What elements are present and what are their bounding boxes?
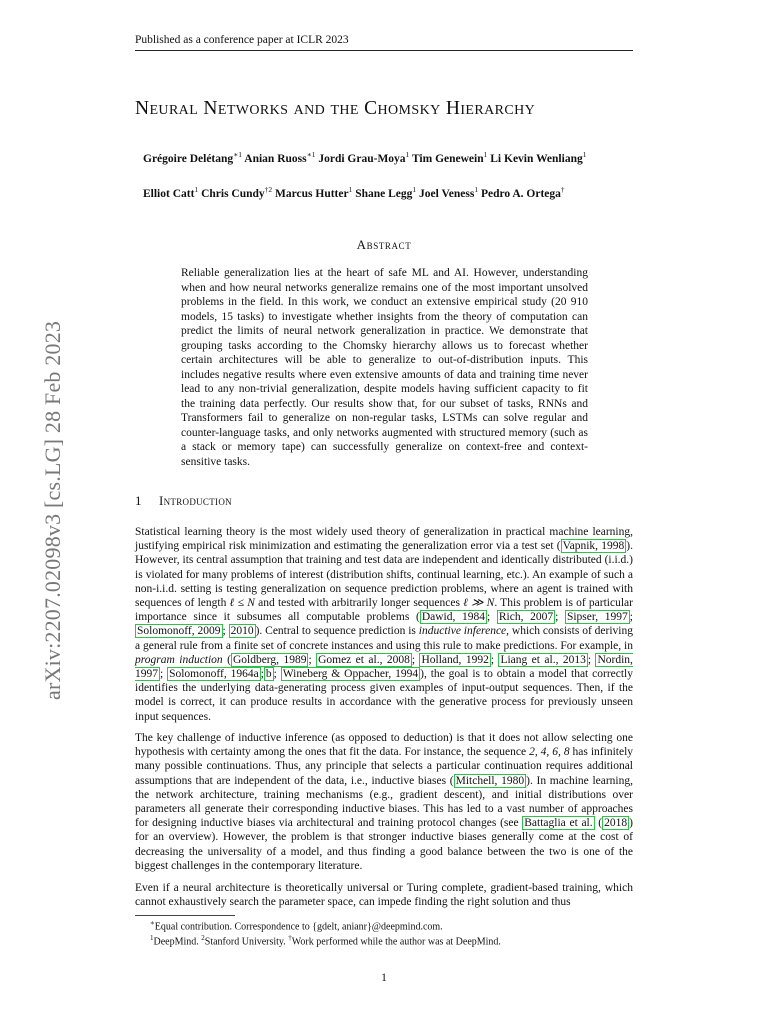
citation-link[interactable]: 2018 <box>604 817 628 830</box>
author-name: Shane Legg <box>355 187 413 200</box>
author-mark: 1 <box>582 150 587 159</box>
author-line-2 <box>143 185 643 200</box>
text-run: ). Central to sequence prediction is <box>255 625 419 638</box>
author-name: Elliot Catt <box>143 187 195 200</box>
author-mark: † <box>560 185 565 194</box>
author-mark: ∗1 <box>233 150 243 159</box>
author-mark: 1 <box>483 150 488 159</box>
math-inline: ℓ ≤ N <box>229 597 255 610</box>
text-run: . This problem is of particular importance since it subsumes all computable problems ( <box>135 597 633 624</box>
footnote-mark: 2 <box>201 934 205 942</box>
author-name: Anian Ruoss <box>244 152 307 165</box>
citation-link[interactable]: Nordin, 1997 <box>135 653 633 681</box>
citation-link[interactable]: 2010 <box>230 625 254 638</box>
author-mark: 1 <box>474 185 479 194</box>
paper-title: Neural Networks and the Chomsky Hierarchy <box>135 98 536 119</box>
footnote-mark: ∗ <box>150 919 155 927</box>
footnote-text: DeepMind. <box>153 936 202 948</box>
author-mark: †2 <box>264 185 273 194</box>
author-mark: 1 <box>348 185 353 194</box>
citation-link[interactable]: Battaglia et al. <box>524 817 593 830</box>
footnote-text: Equal contribution. Correspondence to {gdelt, anianr}@deepmind.com. <box>154 921 443 933</box>
footnote-mark: † <box>288 934 292 942</box>
running-header: Published as a conference paper at ICLR 2023 <box>135 34 349 46</box>
footnote-text: Stanford University. <box>204 936 289 948</box>
author-name: Tim Genewein <box>411 152 484 165</box>
author-name: Grégoire Delétang <box>143 152 234 165</box>
citation-link[interactable]: Gomez et al., 2008 <box>318 653 410 666</box>
text-run: , which consists of deriving a general rule from a finite set of concrete instances and using this rule to make predictions. For example, in <box>135 625 633 652</box>
citation-link[interactable]: Vapnik, 1998 <box>562 540 625 553</box>
text-run: The key challenge of inductive inference (as opposed to deduction) is that it does not allow selecting one hypothesis with certainty among the ones that fit the data. For instance, the sequence <box>135 732 633 759</box>
intro-paragraph-3: Even if a neural architecture is theoretically universal or Turing complete, gradient-based training, which cannot exhaustively search the parameter space, can impede finding the right solution and thus <box>135 882 633 909</box>
author-line-1 <box>143 150 643 165</box>
citation-link[interactable]: Solomonoff, 1964a <box>169 668 259 681</box>
math-inline: 2, 4, 6, 8 <box>529 746 570 759</box>
text-run: and tested with arbitrarily longer sequences <box>254 597 464 610</box>
emphasis: inductive inference <box>418 625 507 638</box>
citation-link[interactable]: Mitchell, 1980 <box>455 774 525 787</box>
section-heading-introduction <box>135 493 232 509</box>
citation-link[interactable]: Solomonoff, 2009 <box>137 625 221 638</box>
math-inline: ℓ ≫ N <box>463 597 495 610</box>
footnote-equal-contribution <box>150 919 443 932</box>
author-name: Chris Cundy <box>201 187 265 200</box>
footnote-affiliations <box>150 934 501 947</box>
author-mark: 1 <box>405 150 410 159</box>
footnote-rule <box>135 915 235 916</box>
text-run: ). However, its central assumption that training and test data are independent and identically distributed (i.i.d.) is violated for many problems of interest (distribution shifts, continual learning, etc.). An example of such a non-i.i.d. setting is testing generalization on sequence prediction problems, where an agent is trained with sequences of length <box>135 540 633 610</box>
intro-paragraph-1: Statistical learning theory is the most widely used theory of generalization in practical machine learning, justifying empirical risk minimization and estimating the generalization error via a test set ( Vapnik, 1998 ). However, its central assumption that training and test data are independent and identically distributed (i.i.d.) is violated for many problems of interest (distribution shifts, continual learning, etc.). An example of such a non-i.i.d. setting is testing generalization on sequence prediction problems, where an agent is trained with sequences of length ℓ ≤ N and tested with arbitrarily longer sequences ℓ ≫ N. This problem is of particular importance since it subsumes all computable problems ( Dawid, 1984 ; Rich, 2007 ; Sipser, 1997 ; Solomonoff, 2009 ; 2010 ). Central to sequence prediction is inductive inference, which consists of deriving a general rule from a finite set of concrete instances and using this rule to make predictions. For example, in program induction ( Goldberg, 1989 ; Gomez et al., 2008 ; Holland, 1992 ; Liang et al., 2013 ; Nordin, 1997 ; Solomonoff, 1964a ; b ; Wineberg & Oppacher, 1994 ), the goal is to obtain a model that correctly identifies the underlying data-generating process given examples of input-output sequences. Then, if the model is correct, it can produce results in accordance with the generative process for previously unseen input sequences. <box>135 526 633 723</box>
intro-paragraph-2: The key challenge of inductive inference (as opposed to deduction) is that it does not allow selecting one hypothesis with certainty among the ones that fit the data. For instance, the sequence 2, 4, 6, 8 has infinitely many possible continuations. Thus, any principle that selects a particular continuation requires additional assumptions that are independent of the data, i.e., inductive biases ( Mitchell, 1980 ). In machine learning, the network architecture, training mechanisms (e.g., gradient descent), and initial distributions over parameters all generate their corresponding inductive biases. This has led to a vast number of approaches for designing inductive biases via architectural and training protocol changes (see Battaglia et al. ( 2018 ) for an overview). However, the problem is that stronger inductive biases generally come at the cost of decreasing the universality of a model, and thus finding a good balance between the two is one of the biggest challenges in the contemporary literature. <box>135 732 634 872</box>
author-name: Joel Veness <box>419 187 475 200</box>
section-title: Introduction <box>159 493 232 508</box>
author-name: Pedro A. Ortega <box>480 187 561 200</box>
footnote-text: Work performed while the author was at DeepMind. <box>291 936 501 948</box>
author-name: Li Kevin Wenliang <box>490 152 583 165</box>
text-run: has infinitely many possible continuations. Thus, any principle that selects a particular continuation requires additional assumptions that are independent of the data, i.e., inductive biases ( <box>135 746 634 787</box>
author-mark: 1 <box>412 185 417 194</box>
text-run: Statistical learning theory is the most widely used theory of generalization in practical machine learning, justifying empirical risk minimization and estimating the generalization error via a test set ( <box>135 526 633 553</box>
emphasis: program induction <box>135 653 223 666</box>
citation-link[interactable]: b <box>265 668 272 681</box>
text-run: ). In machine learning, the network architecture, training mechanisms (e.g., gradient descent), and initial distributions over parameters all generate their corresponding inductive biases. This has led to a vast number of approaches for designing inductive biases via architectural and training protocol changes (see <box>135 774 633 830</box>
citation-link[interactable]: Liang et al., 2013 <box>500 653 586 666</box>
author-mark: ∗1 <box>306 150 316 159</box>
arxiv-identifier-stamp: arXiv:2207.02098v3 [cs.LG] 28 Feb 2023 <box>40 320 65 700</box>
citation-link[interactable]: Wineberg & Oppacher, 1994 <box>282 668 419 681</box>
text-run: ( <box>222 653 231 666</box>
text-run: for an overview). However, the problem is that stronger inductive biases generally come at the cost of decreasing the universality of a model, and thus finding a good balance between the two is one of the biggest challenges in the contemporary literature. <box>135 831 633 872</box>
header-rule <box>135 50 633 51</box>
footnote-mark: 1 <box>150 934 154 942</box>
citation-link[interactable]: Sipser, 1997 <box>566 611 628 624</box>
author-name: Jordi Grau-Moya <box>318 152 406 165</box>
text-run: ), the goal is to obtain a model that correctly identifies the underlying data-generating process given examples of input-output sequences. Then, if the model is correct, it can produce results in accordance with the generative process for previously unseen input sequences. <box>135 668 633 723</box>
abstract-text: Reliable generalization lies at the heart of safe ML and AI. However, understanding when and how neural networks generalize remains one of the most important unsolved problems in the field. In this work, we conduct an extensive empirical study (20 910 models, 15 tasks) to investigate whether insights from the theory of computation can predict the limits of neural network generalization in practice. We demonstrate that grouping tasks according to the Chomsky hierarchy allows us to forecast whether certain architectures will be able to generalize to out-of-distribution inputs. This includes negative results where even extensive amounts of data and training time never lead to any non-trivial generalization, despite models having sufficient capacity to fit the training data perfectly. Our results show that, for our subset of tasks, RNNs and Transformers fail to generalize on non-regular tasks, LSTMs can solve regular and counter-language tasks, and only networks augmented with structured memory (such as a stack or memory tape) can successfully generalize on context-free and context-sensitive tasks. <box>181 267 588 468</box>
citation-link[interactable]: Goldberg, 1989 <box>232 653 307 666</box>
author-name: Marcus Hutter <box>275 187 349 200</box>
abstract-heading: Abstract <box>356 237 412 252</box>
citation-link[interactable]: Dawid, 1984 <box>421 611 485 624</box>
author-mark: 1 <box>194 185 199 194</box>
citation-link[interactable]: Rich, 2007 <box>498 611 554 624</box>
page-number: 1 <box>381 972 387 984</box>
citation-link[interactable]: Holland, 1992 <box>421 653 489 666</box>
section-number: 1 <box>135 493 142 508</box>
